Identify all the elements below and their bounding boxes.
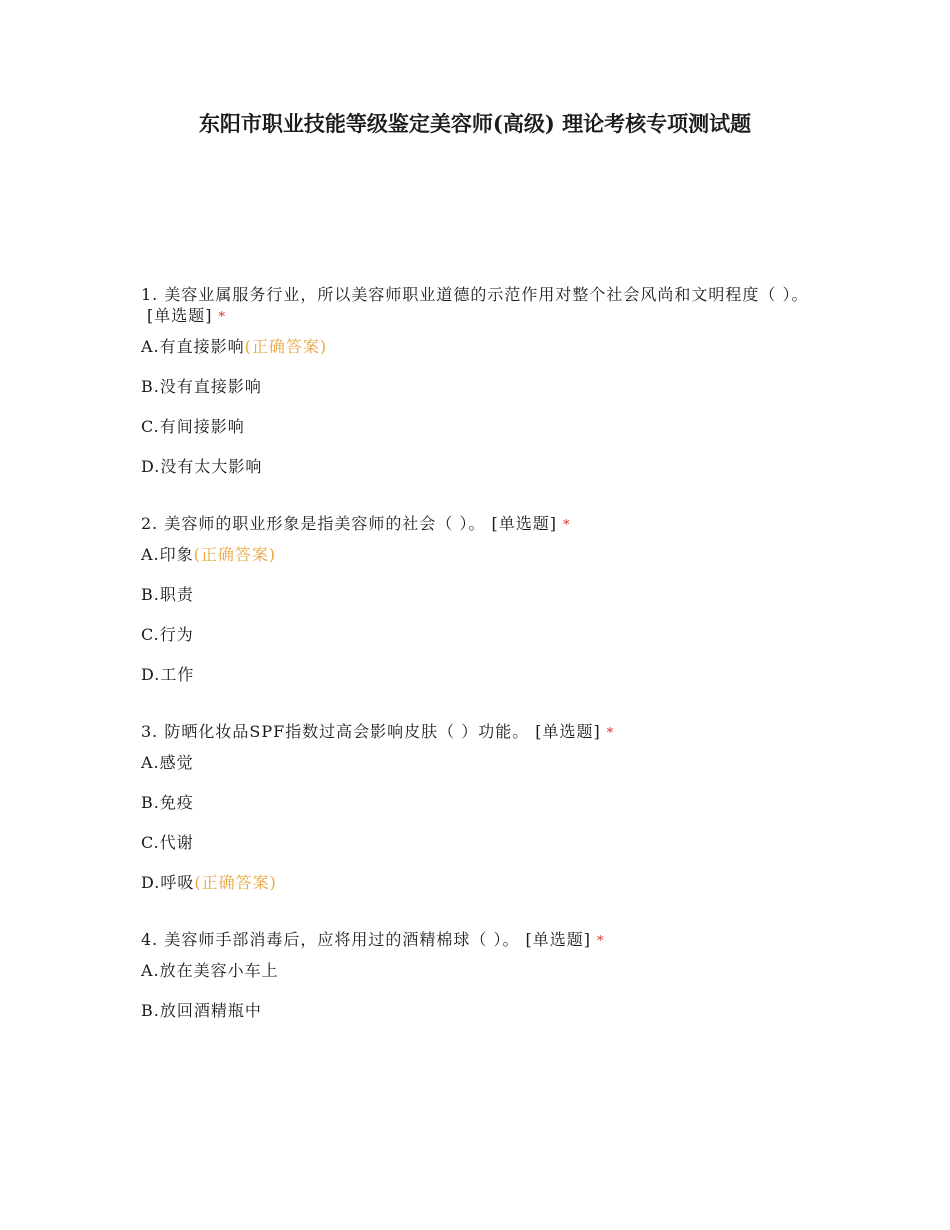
question-3 xyxy=(141,721,821,893)
required-marker: * xyxy=(218,310,226,325)
question-stem xyxy=(141,284,821,328)
option-text: B.放回酒精瓶中 xyxy=(141,1001,262,1020)
option-a[interactable] xyxy=(141,544,821,565)
option-text: C.有间接影响 xyxy=(141,417,245,436)
option-text: A.有直接影响 xyxy=(141,337,245,356)
option-text: A.放在美容小车上 xyxy=(141,961,279,980)
option-b[interactable] xyxy=(141,584,821,605)
question-list xyxy=(141,284,821,1057)
option-text: D.没有太大影响 xyxy=(141,457,263,476)
option-d[interactable] xyxy=(141,456,821,477)
option-text: C.代谢 xyxy=(141,833,194,852)
option-text: D.呼吸 xyxy=(141,873,195,892)
correct-answer-label: (正确答案) xyxy=(194,873,277,892)
question-2 xyxy=(141,513,821,685)
correct-answer-label: (正确答案) xyxy=(193,545,277,564)
question-type: [单选题] xyxy=(147,306,213,325)
correct-answer-label: (正确答案) xyxy=(244,337,328,356)
question-type: [单选题] xyxy=(491,514,557,533)
option-a[interactable] xyxy=(141,336,821,357)
option-b[interactable] xyxy=(141,1000,821,1021)
option-c[interactable] xyxy=(141,624,821,645)
option-a[interactable] xyxy=(141,960,821,981)
required-marker: * xyxy=(562,518,571,533)
question-stem xyxy=(141,929,821,952)
option-b[interactable] xyxy=(141,792,821,813)
question-text: 3. 防晒化妆品SPF指数过高会影响皮肤（ ）功能。 xyxy=(141,722,530,741)
question-4 xyxy=(141,929,821,1021)
page-title: 东阳市职业技能等级鉴定美容师(高级) 理论考核专项测试题 xyxy=(198,111,752,136)
question-text: 1. 美容业属服务行业，所以美容师职业道德的示范作用对整个社会风尚和文明程度（ ）。 xyxy=(141,285,809,304)
question-1 xyxy=(141,284,821,477)
option-a[interactable] xyxy=(141,752,821,773)
required-marker: * xyxy=(606,726,615,741)
option-text: D.工作 xyxy=(141,665,195,684)
question-stem xyxy=(141,721,821,744)
question-type: [单选题] xyxy=(535,722,601,741)
question-text: 2. 美容师的职业形象是指美容师的社会（ ）。 xyxy=(141,514,486,533)
option-text: B.免疫 xyxy=(141,793,194,812)
question-text: 4. 美容师手部消毒后，应将用过的酒精棉球（ ）。 xyxy=(141,930,520,949)
option-text: B.没有直接影响 xyxy=(141,377,262,396)
option-c[interactable] xyxy=(141,832,821,853)
option-text: A.印象 xyxy=(141,545,194,564)
question-stem xyxy=(141,513,821,536)
option-c[interactable] xyxy=(141,416,821,437)
option-b[interactable] xyxy=(141,376,821,397)
question-type: [单选题] xyxy=(525,930,591,949)
option-text: C.行为 xyxy=(141,625,194,644)
required-marker: * xyxy=(596,934,605,949)
option-d[interactable] xyxy=(141,872,821,893)
option-text: A.感觉 xyxy=(141,753,194,772)
option-text: B.职责 xyxy=(141,585,194,604)
option-d[interactable] xyxy=(141,664,821,685)
